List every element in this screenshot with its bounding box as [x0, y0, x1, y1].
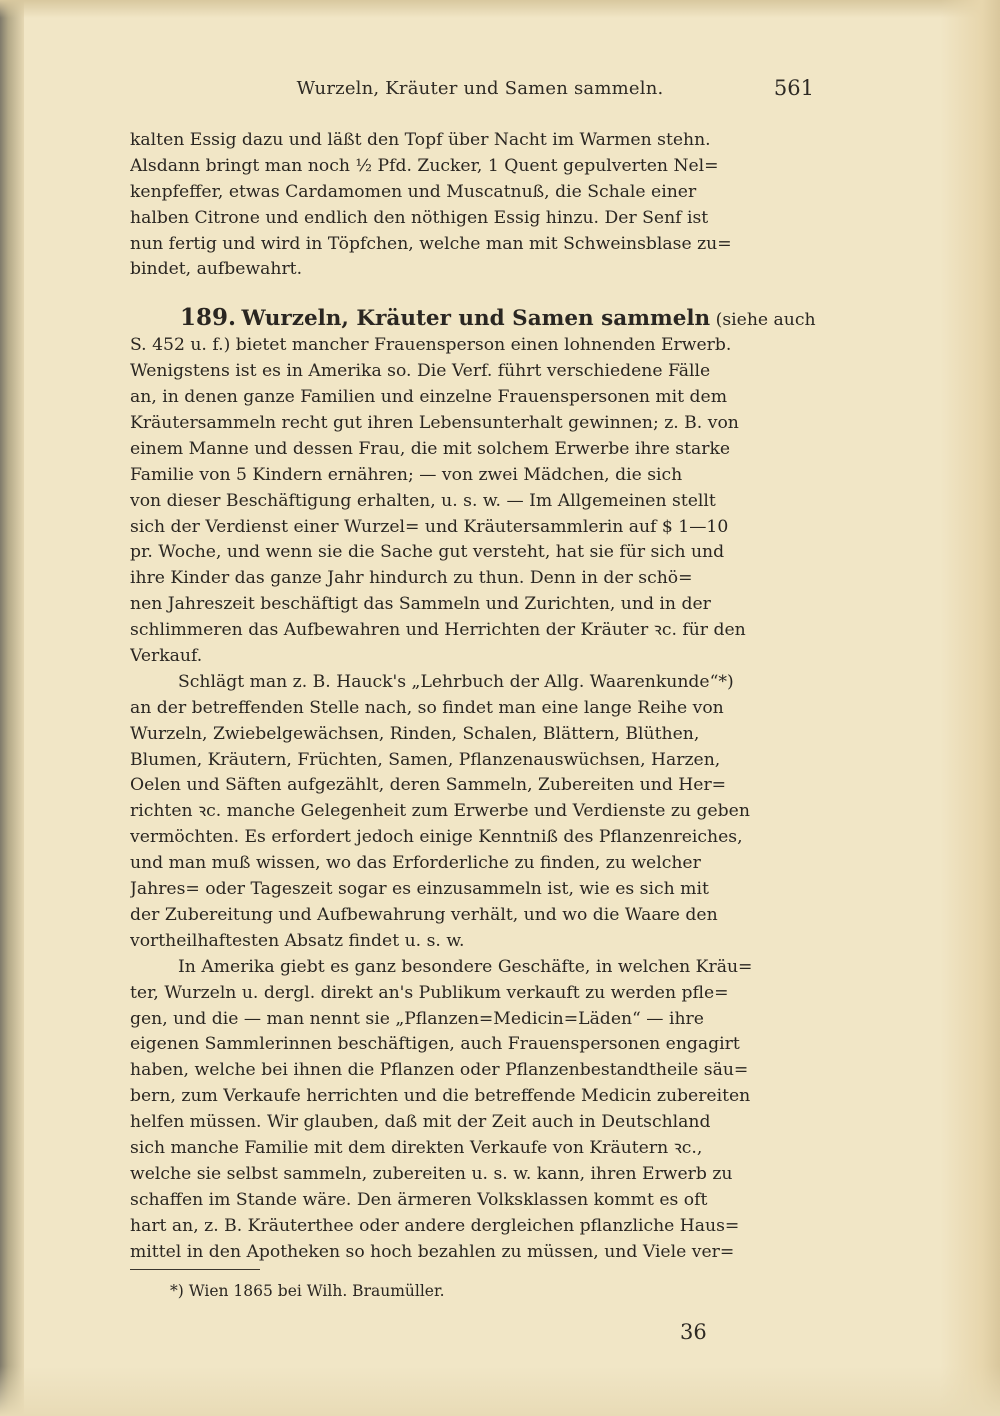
- footnote: *) Wien 1865 bei Wilh. Braumüller.: [170, 1282, 445, 1300]
- text-line: vortheilhaftesten Absatz findet u. s. w.: [130, 930, 465, 951]
- text-line: kalten Essig dazu und läßt den Topf über Nacht im Warmen stehn.: [130, 130, 711, 150]
- text-line: sich manche Familie mit dem direkten Verkaufe von Kräutern ꝛc.,: [130, 1137, 703, 1158]
- paragraph-first-line: Schlägt man z. B. Hauck's „Lehrbuch der Allg. Waarenkunde“*): [178, 671, 734, 692]
- text-line: sich der Verdienst einer Wurzel= und Kräutersammlerin auf $ 1—10: [130, 516, 729, 537]
- text-line: der Zubereitung und Aufbewahrung verhält, und wo die Waare den: [130, 904, 718, 925]
- text-line: halben Citrone und endlich den nöthigen Essig hinzu. Der Senf ist: [130, 207, 709, 228]
- text-line: S. 452 u. f.) bietet mancher Frauensperson einen lohnenden Erwerb.: [130, 335, 732, 356]
- text-line: Familie von 5 Kindern ernähren; — von zwei Mädchen, die sich: [130, 464, 683, 485]
- text-line: an der betreffenden Stelle nach, so findet man eine lange Reihe von: [130, 697, 724, 718]
- running-head: [130, 76, 820, 106]
- running-title: Wurzeln, Kräuter und Samen sammeln.: [296, 78, 664, 99]
- section-title-rest: (siehe auch: [715, 310, 816, 331]
- page-number: 561: [773, 76, 814, 100]
- text-line: an, in denen ganze Familien und einzelne Frauenspersonen mit dem: [130, 387, 727, 408]
- text-line: haben, welche bei ihnen die Pflanzen oder Pflanzenbestandtheile säu=: [130, 1060, 749, 1081]
- text-line: eigenen Sammlerinnen beschäftigen, auch Frauenspersonen engagirt: [130, 1034, 740, 1055]
- text-line: schaffen im Stande wäre. Den ärmeren Volksklassen kommt es oft: [130, 1189, 708, 1210]
- text-line: nen Jahreszeit beschäftigt das Sammeln und Zurichten, und in der: [130, 594, 711, 615]
- paragraph-first-line: In Amerika giebt es ganz besondere Geschäfte, in welchen Kräu=: [178, 956, 753, 977]
- text-line: Verkauf.: [130, 646, 203, 667]
- text-line: vermöchten. Es erfordert jedoch einige Kenntniß des Pflanzenreiches,: [130, 827, 743, 848]
- text-line: gen, und die — man nennt sie „Pflanzen=Medicin=Läden“ — ihre: [130, 1008, 704, 1029]
- text-line: nun fertig und wird in Töpfchen, welche man mit Schweinsblase zu=: [130, 233, 732, 254]
- signature-mark: 36: [680, 1320, 707, 1344]
- text-line: bindet, aufbewahrt.: [130, 259, 303, 280]
- section-number: 189.: [180, 304, 237, 332]
- text-line: richten ꝛc. manche Gelegenheit zum Erwerbe und Verdienste zu geben: [130, 801, 750, 822]
- text-line: helfen müssen. Wir glauben, daß mit der Zeit auch in Deutschland: [130, 1112, 711, 1133]
- text-line: und man muß wissen, wo das Erforderliche zu finden, zu welcher: [130, 853, 701, 874]
- footnote-rule: [130, 1269, 260, 1270]
- section-spacer: [130, 283, 816, 303]
- text-line: hart an, z. B. Kräuterthee oder andere dergleichen pflanzliche Haus=: [130, 1215, 740, 1236]
- text-line: von dieser Beschäftigung erhalten, u. s. w. — Im Allgemeinen stellt: [130, 490, 716, 511]
- text-line: Wurzeln, Zwiebelgewächsen, Rinden, Schalen, Blättern, Blüthen,: [130, 723, 700, 744]
- text-line: pr. Woche, und wenn sie die Sache gut versteht, hat sie für sich und: [130, 542, 725, 563]
- spine-shadow: [0, 0, 24, 1416]
- text-line: Kräutersammeln recht gut ihren Lebensunterhalt gewinnen; z. B. von: [130, 413, 739, 434]
- text-line: mittel in den Apotheken so hoch bezahlen zu müssen, und Viele ver=: [130, 1241, 735, 1262]
- text-line: bern, zum Verkaufe herrichten und die betreffende Medicin zubereiten: [130, 1086, 751, 1107]
- text-line: Wenigstens ist es in Amerika so. Die Verf. führt verschiedene Fälle: [130, 361, 711, 382]
- text-line: kenpfeffer, etwas Cardamomen und Muscatnuß, die Schale einer: [130, 181, 697, 202]
- text-line: Alsdann bringt man noch ½ Pfd. Zucker, 1 Quent gepulverten Nel=: [130, 155, 719, 176]
- text-line: ihre Kinder das ganze Jahr hindurch zu thun. Denn in der schö=: [130, 568, 693, 589]
- body-text: [130, 128, 816, 1265]
- text-line: welche sie selbst sammeln, zubereiten u. s. w. kann, ihren Erwerb zu: [130, 1163, 733, 1184]
- text-line: ter, Wurzeln u. dergl. direkt an's Publikum verkauft zu werden pfle=: [130, 982, 729, 1003]
- page-bottom-edge: [0, 1366, 1000, 1416]
- section-heading: [130, 303, 816, 333]
- text-line: schlimmeren das Aufbewahren und Herrichten der Kräuter ꝛc. für den: [130, 620, 746, 641]
- page-right-edge: [940, 0, 1000, 1416]
- section-title: Wurzeln, Kräuter und Samen sammeln: [241, 306, 711, 332]
- text-line: Jahres= oder Tageszeit sogar es einzusammeln ist, wie es sich mit: [130, 879, 709, 900]
- text-line: Oelen und Säften aufgezählt, deren Sammeln, Zubereiten und Her=: [130, 775, 727, 796]
- page-top-edge: [0, 0, 1000, 18]
- text-line: einem Manne und dessen Frau, die mit solchem Erwerbe ihre starke: [130, 438, 731, 459]
- text-line: Blumen, Kräutern, Früchten, Samen, Pflanzenauswüchsen, Harzen,: [130, 749, 721, 770]
